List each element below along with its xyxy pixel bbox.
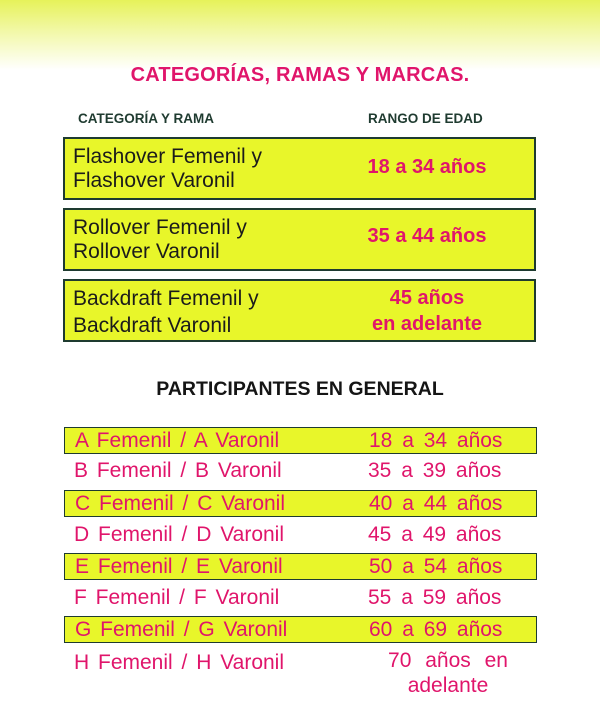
category-name-line-1: Backdraft Femenil y bbox=[73, 287, 259, 310]
category-box-flashover bbox=[63, 137, 536, 200]
category-age-range: 35 a 44 años bbox=[367, 225, 487, 247]
participant-age-range: 50 a 54 años bbox=[369, 555, 503, 578]
participant-row bbox=[64, 616, 537, 643]
participant-category: B Femenil / B Varonil bbox=[74, 459, 282, 482]
participant-age-range: 55 a 59 años bbox=[368, 586, 502, 609]
category-box-rollover bbox=[63, 208, 536, 271]
category-name-line-1: Rollover Femenil y bbox=[73, 216, 247, 239]
participant-row bbox=[64, 585, 537, 612]
age-range-column-header: RANGO DE EDAD bbox=[368, 111, 483, 126]
participant-category: C Femenil / C Varonil bbox=[75, 492, 286, 515]
participant-age-range: 35 a 39 años bbox=[368, 459, 502, 482]
participant-age-range-line-2: adelante bbox=[407, 674, 489, 697]
participant-category: D Femenil / D Varonil bbox=[74, 523, 285, 546]
category-box-backdraft bbox=[63, 279, 536, 342]
category-age-range: 18 a 34 años bbox=[367, 156, 487, 178]
participant-age-range: 40 a 44 años bbox=[369, 492, 503, 515]
participant-category: A Femenil / A Varonil bbox=[75, 429, 280, 452]
participant-age-range: 60 a 69 años bbox=[369, 618, 503, 641]
participant-category: H Femenil / H Varonil bbox=[74, 651, 285, 674]
participant-category: F Femenil / F Varonil bbox=[74, 586, 280, 609]
category-name-line-2: Backdraft Varonil bbox=[73, 314, 232, 337]
top-gradient-band bbox=[0, 0, 600, 70]
participant-age-range: 45 a 49 años bbox=[368, 523, 502, 546]
participant-age-range-line-1: 70 años en bbox=[388, 649, 508, 672]
participant-row bbox=[64, 490, 537, 517]
participant-category: G Femenil / G Varonil bbox=[75, 618, 288, 641]
participant-row bbox=[64, 458, 537, 485]
category-name-line-2: Flashover Varonil bbox=[73, 169, 235, 192]
participant-row bbox=[64, 522, 537, 549]
page-title: CATEGORÍAS, RAMAS Y MARCAS. bbox=[130, 64, 470, 86]
category-age-range-line-2: en adelante bbox=[371, 313, 483, 335]
participant-age-range: 18 a 34 años bbox=[369, 429, 503, 452]
participant-row bbox=[64, 553, 537, 580]
category-name-line-2: Rollover Varonil bbox=[73, 240, 220, 263]
category-column-header: CATEGORÍA Y RAMA bbox=[78, 111, 215, 126]
participants-title: PARTICIPANTES EN GENERAL bbox=[156, 378, 444, 400]
participant-category: E Femenil / E Varonil bbox=[75, 555, 283, 578]
participant-row bbox=[64, 427, 537, 454]
participant-age-range bbox=[368, 648, 528, 698]
category-name-line-1: Flashover Femenil y bbox=[73, 145, 263, 168]
category-age-range-line-1: 45 años bbox=[389, 287, 465, 309]
